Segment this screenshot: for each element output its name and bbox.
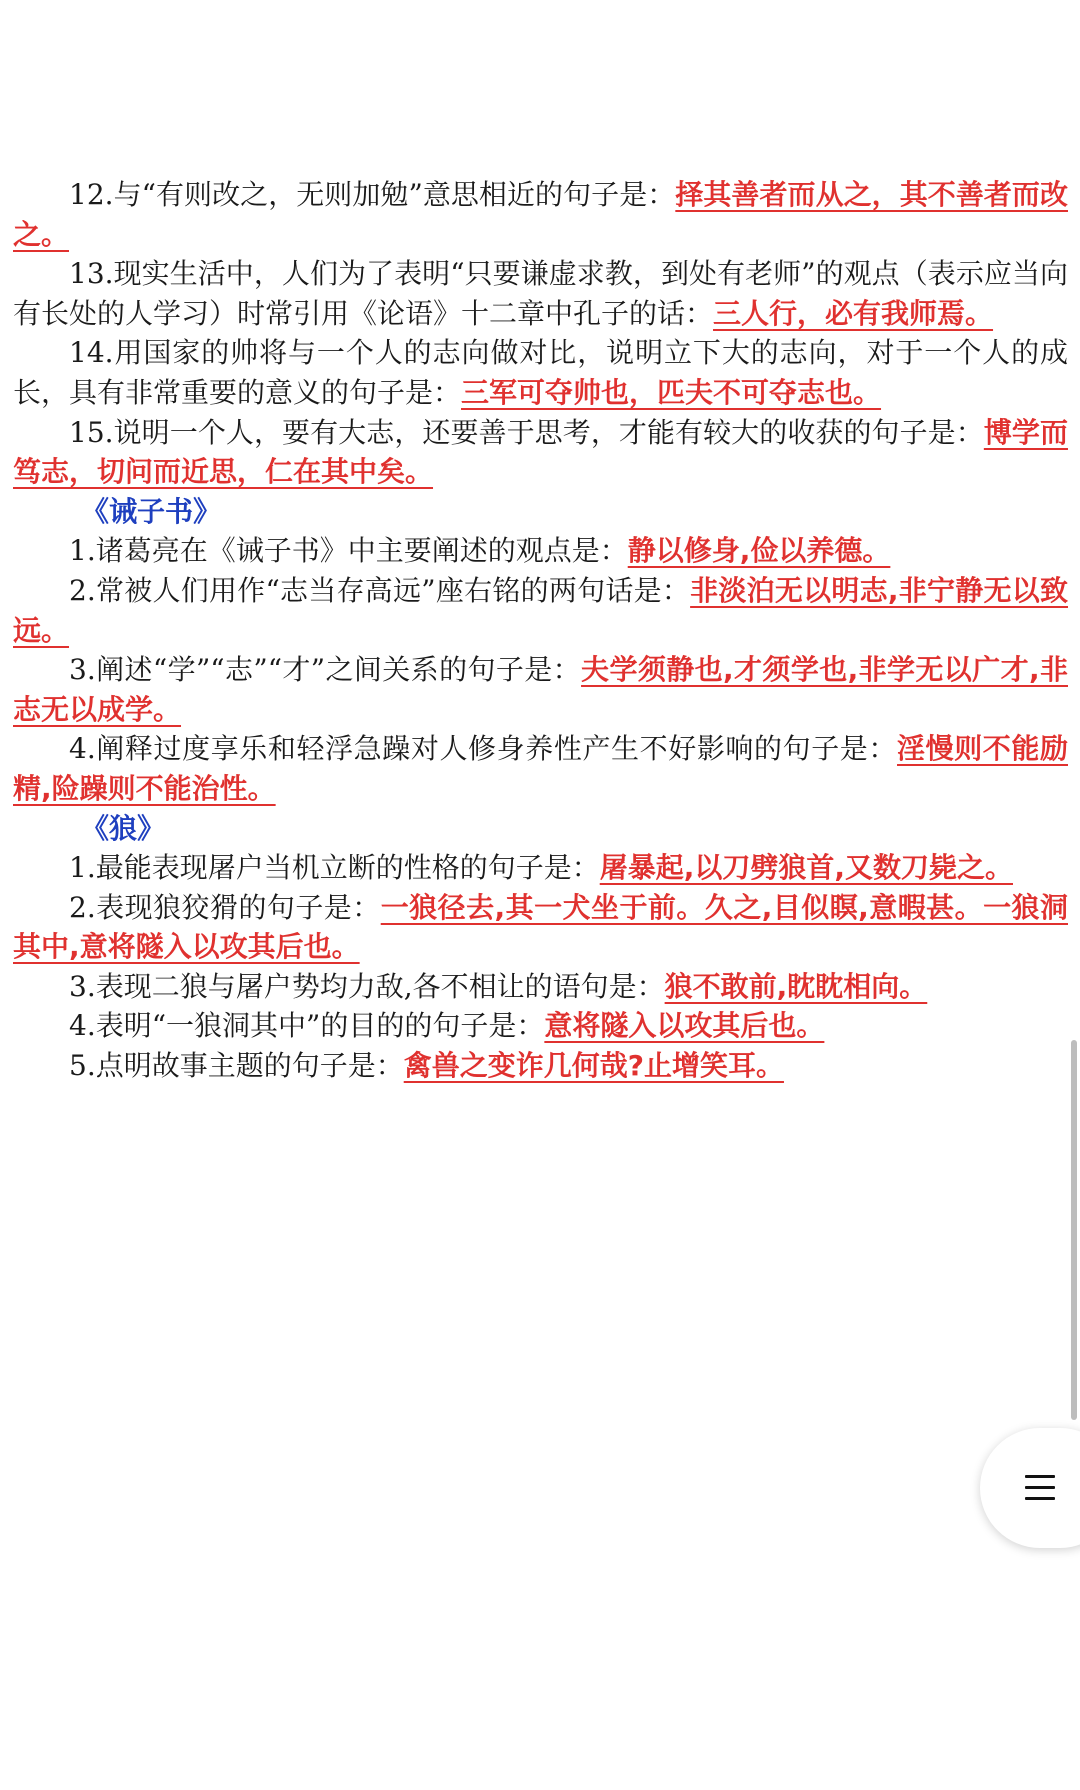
answer-text: 非淡泊无以明志,非宁静无以致远。 (13, 573, 1068, 647)
question-paragraph (13, 1046, 1068, 1086)
question-text: 3.阐述“学”“志”“才”之间关系的句子是： (69, 653, 582, 687)
answer-text: 一狼径去,其一犬坐于前。久之,目似瞑,意暇甚。一狼洞其中,意将隧入以攻其后也。 (13, 890, 1068, 964)
question-paragraph (13, 175, 1068, 254)
question-text: 4.阐释过度享乐和轻浮急躁对人修身养性产生不好影响的句子是： (69, 732, 898, 766)
answer-text: 择其善者而从之，其不善者而改之。 (13, 178, 1068, 251)
section-heading-jiezishu: 《诫子书》 (81, 494, 222, 528)
question-paragraph (13, 848, 1068, 888)
question-text: 5.点明故事主题的句子是： (69, 1049, 404, 1083)
answer-text: 三人行，必有我师焉。 (713, 296, 994, 330)
question-paragraph (13, 333, 1068, 412)
hamburger-menu-icon (1025, 1473, 1055, 1501)
answer-text: 夫学须静也,才须学也,非学无以广才,非志无以成学。 (13, 653, 1068, 726)
question-paragraph (13, 729, 1068, 808)
menu-button[interactable] (980, 1428, 1080, 1548)
answer-text: 禽兽之变诈几何哉?止增笑耳。 (403, 1049, 784, 1083)
answer-text: 三军可夺帅也，匹夫不可夺志也。 (461, 375, 882, 409)
question-text: 1.最能表现屠户当机立断的性格的句子是： (69, 851, 600, 885)
question-text: 2.常被人们用作“志当存高远”座右铭的两句话是： (69, 573, 691, 607)
question-paragraph (13, 1006, 1068, 1046)
answer-text: 淫慢则不能励精,险躁则不能治性。 (13, 732, 1068, 805)
answer-text: 博学而笃志，切问而近思，仁在其中矣。 (13, 415, 1068, 489)
vertical-scrollbar[interactable] (1071, 1040, 1077, 1420)
question-paragraph (13, 967, 1068, 1007)
question-text: 1.诸葛亮在《诫子书》中主要阐述的观点是： (69, 534, 628, 568)
question-paragraph (13, 254, 1068, 333)
question-text: 3.表现二狼与屠户势均力敌,各不相让的语句是： (69, 969, 665, 1003)
question-text: 14.用国家的帅将与一个人的志向做对比，说明立下大的志向，对于一个人的成长，具有非常重要的意义的句子是： (13, 336, 1068, 409)
answer-text: 意将隧入以攻其后也。 (544, 1009, 825, 1043)
question-text: 4.表明“一狼洞其中”的目的的句子是： (69, 1009, 545, 1043)
question-paragraph (13, 413, 1068, 492)
question-text: 15.说明一个人，要有大志，还要善于思考，才能有较大的收获的句子是： (69, 415, 984, 449)
question-text: 12.与“有则改之，无则加勉”意思相近的句子是： (69, 178, 676, 211)
question-text: 13.现实生活中，人们为了表明“只要谦虚求教，到处有老师”的观点（表示应当向有长处的人学习）时常引用《论语》十二章中孔子的话： (13, 257, 1068, 330)
section-heading-lang: 《狼》 (81, 811, 166, 845)
question-paragraph (13, 888, 1068, 967)
question-paragraph (13, 531, 1068, 571)
question-text: 2.表现狼狡猾的句子是： (69, 890, 381, 924)
question-paragraph (13, 650, 1068, 729)
question-paragraph (13, 571, 1068, 650)
answer-text: 狼不敢前,眈眈相向。 (664, 969, 928, 1003)
answer-text: 屠暴起,以刀劈狼首,又数刀毙之。 (599, 851, 1013, 885)
document-content (13, 175, 1068, 1086)
answer-text: 静以修身,俭以养德。 (627, 534, 891, 568)
